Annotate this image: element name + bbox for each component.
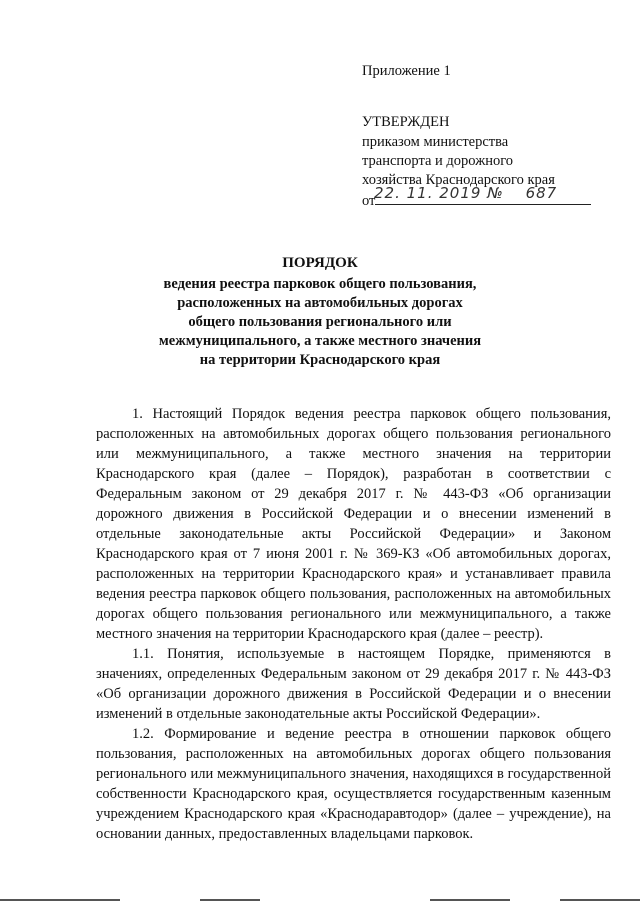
title-line-4: межмуниципального, а также местного значения bbox=[158, 333, 482, 349]
approval-line-3: хозяйства Краснодарского края bbox=[362, 172, 555, 188]
approval-heading: УТВЕРЖДЕН bbox=[362, 114, 450, 130]
approval-block bbox=[362, 113, 591, 211]
handwritten-number: 687 bbox=[525, 184, 558, 202]
handwritten-date-number bbox=[374, 184, 557, 203]
scan-edge-marks bbox=[0, 897, 640, 905]
date-prefix: от bbox=[362, 193, 376, 209]
title-main: ПОРЯДОК bbox=[282, 255, 358, 271]
handwritten-date: 22. 11. 2019 bbox=[374, 184, 482, 202]
title-line-5: на территории Краснодарского края bbox=[199, 352, 441, 368]
number-sign: № bbox=[487, 184, 504, 202]
approval-line-2: транспорта и дорожного bbox=[362, 153, 514, 169]
order-date-line bbox=[362, 184, 591, 211]
title-line-1: ведения реестра парковок общего пользования, bbox=[163, 276, 477, 292]
appendix-label: Приложение 1 bbox=[362, 63, 451, 79]
paragraph-1-2: 1.2. Формирование и ведение реестра в отношении парковок общего пользования, расположенных на автомобильных дорогах общего пользования регионального или межмуниципального значения, находящихся в государственной собственности Краснодарского края, осуществляется государственным казенным учреждением Краснодарского края «Краснодаравтодор» (далее – учреждение), на основании данных, предоставленных владельцами парковок. bbox=[96, 726, 611, 842]
document-body bbox=[96, 404, 611, 844]
document-title bbox=[0, 254, 640, 370]
paragraph-1: 1. Настоящий Порядок ведения реестра парковок общего пользования, расположенных на автомобильных дорогах общего пользования регионального или межмуниципального, а также местного значения на территории Краснодарского края (далее – Порядок), разработан в соответствии с Федеральным законом от 29 декабря 2017 г. № 443-ФЗ «Об организации дорожного движения в Российской Федерации и о внесении изменений в отдельные законодательные акты Российской Федерации» и Законом Краснодарского края от 7 июня 2001 г. № 369-КЗ «Об автомобильных дорогах, расположенных на территории Краснодарского края» и устанавливает правила ведения реестра парковок общего пользования, расположенных на автомобильных дорогах общего пользования регионального или межмуниципального, а также местного значения на территории Краснодарского края (далее – реестр). bbox=[96, 406, 611, 642]
title-line-2: расположенных на автомобильных дорогах bbox=[177, 295, 463, 311]
title-line-3: общего пользования регионального или bbox=[188, 314, 452, 330]
approval-line-1: приказом министерства bbox=[362, 134, 509, 150]
paragraph-1-1: 1.1. Понятия, используемые в настоящем Порядке, применяются в значениях, определенных Федеральным законом от 29 декабря 2017 г. № 443-ФЗ «Об организации дорожного движения в Российской Федерации и о внесении изменений в отдельные законодательные акты Российской Федерации». bbox=[96, 646, 611, 722]
